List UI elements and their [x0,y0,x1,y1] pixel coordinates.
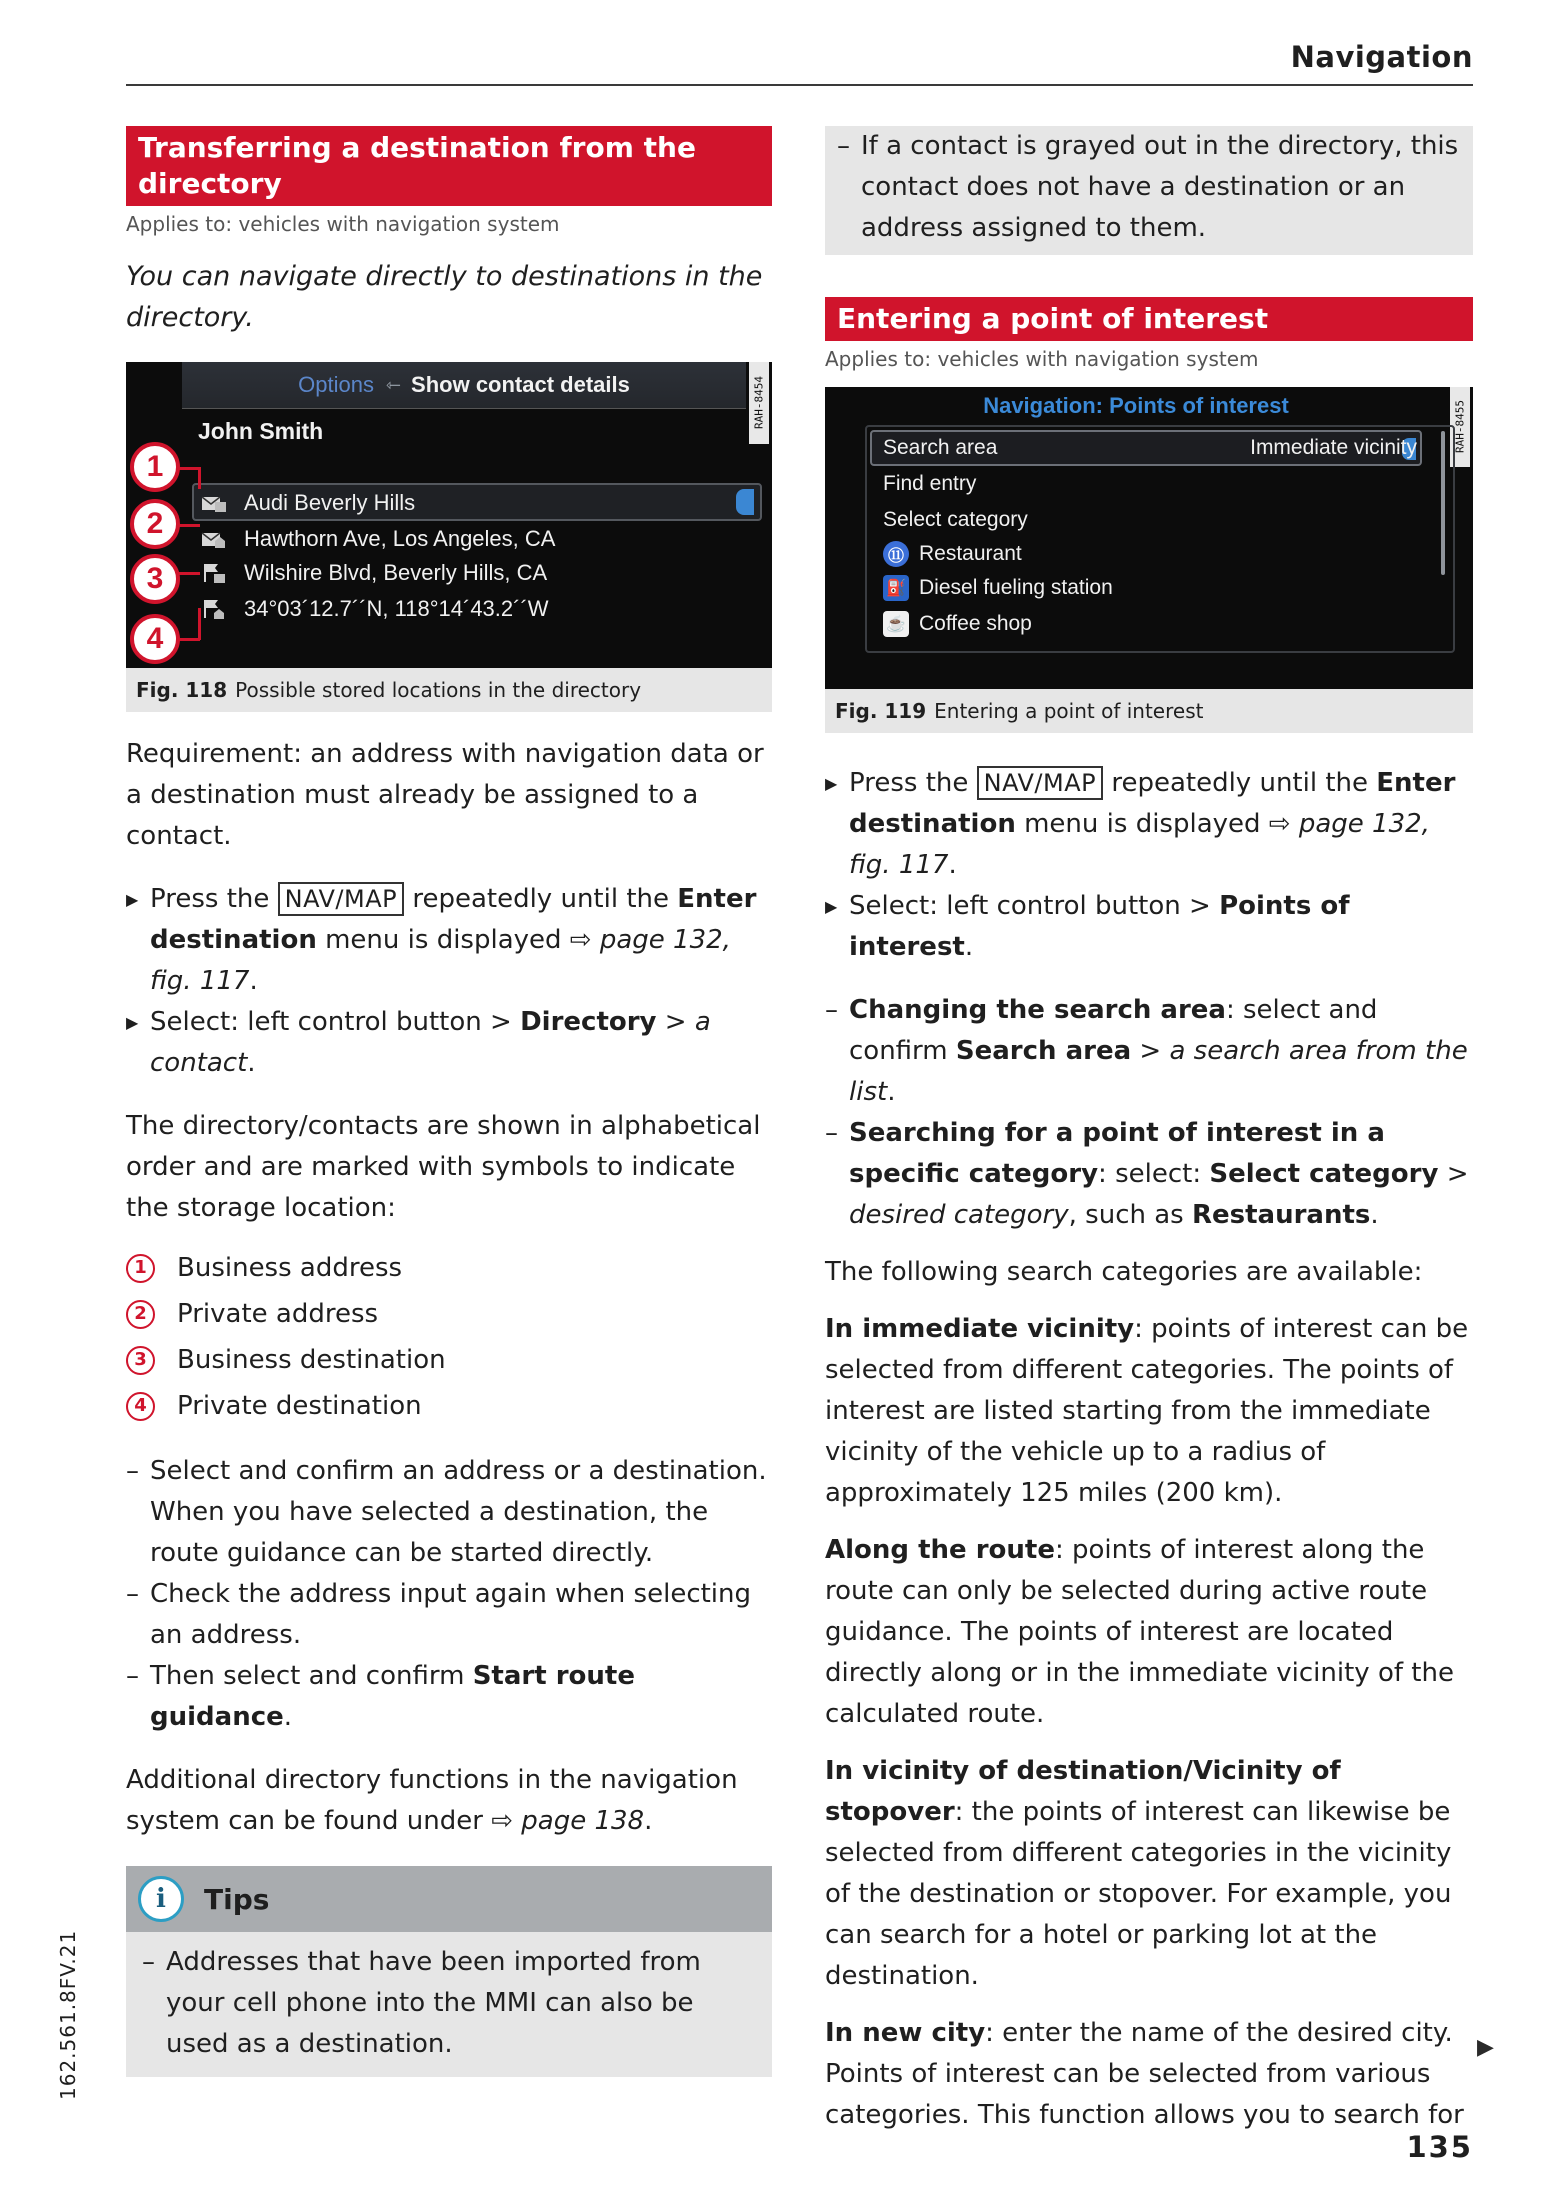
step-text: . [964,932,974,962]
dash-mark: – [825,995,838,1025]
dash-mark: – [142,1947,155,1977]
step-select-directory [126,1002,772,1084]
dash-text: > [1446,1159,1469,1189]
callout-leader [198,608,201,640]
legend-label: Private destination [177,1391,422,1421]
running-head: Navigation [1290,40,1473,74]
menu-label: Search area [883,436,998,459]
callout-4: 4 [130,614,180,664]
menu-value: Immediate vicinity [1250,436,1417,459]
dash-mark: – [126,1456,139,1486]
paragraph-new-city [825,2013,1473,2136]
dash-italic: desired category [849,1200,1069,1230]
step-triangle-icon: ▶ [825,774,838,793]
callout-2: 2 [130,499,180,549]
poi-menu-list [865,425,1455,653]
menu-item-select-category[interactable] [883,503,1443,537]
figure-caption [825,689,1473,733]
page-reference-link[interactable]: ⇨ page 132, fig. 117 [849,809,1430,880]
entry-label: 34°03´12.7´´N, 118°14´43.2´´W [244,595,549,621]
menu-label: Coffee shop [919,612,1032,635]
dash-bold: Changing the search area [849,995,1226,1025]
legend-label: Business destination [177,1345,446,1375]
paragraph-destination-vicinity [825,1751,1473,1997]
header-rule [126,84,1473,86]
caption-text: Possible stored locations in the directory [235,678,642,702]
step-text: menu is displayed [1024,809,1261,839]
paragraph-immediate-vicinity [825,1309,1473,1514]
applies-note: Applies to: vehicles with navigation system [825,347,1259,371]
dash-text: > [1139,1036,1162,1066]
dash-mark: – [126,1661,139,1691]
tips-header [126,1866,772,1932]
page-reference-link[interactable]: ⇨ page 132, fig. 117 [150,925,731,996]
dash-text: : select: [1098,1159,1202,1189]
legend-number: 2 [126,1300,155,1329]
figure-caption [126,668,772,712]
tips-item [142,1942,756,2065]
step-select-poi [825,886,1473,968]
menu-label: Find entry [883,472,977,495]
lead-text: You can navigate directly to destinations in the directory. [126,261,763,333]
figure-119 [825,387,1473,733]
step-triangle-icon: ▶ [126,890,139,909]
dash-bold: Searching for a point of interest in a specific category [849,1118,1385,1189]
tips-text: Addresses that have been imported from your cell phone into the MMI can also be used as a destination. [166,1947,701,2059]
dash-mark: – [837,131,850,161]
requirement-text: Requirement: an address with navigation data or a destination must already be assigned to a contact. [126,739,764,851]
callout-leader [178,638,200,641]
paragraph-text: : enter the name of the desired city. Points of interest can be selected from various categories. This function allows you to search for [825,2018,1464,2130]
menu-label: Restaurant [919,542,1022,565]
step-bold: Enter destination [150,884,757,955]
entry-label: Wilshire Blvd, Beverly Hills, CA [244,559,548,585]
arrow-icon: ⇽ [385,374,402,395]
mmi-screen-poi [825,387,1473,689]
step-press-navmap [126,879,772,1002]
step-text: Select: left control button > [150,1007,512,1037]
legend-number: 1 [126,1254,155,1283]
dash-mark: – [126,1579,139,1609]
step-press-navmap [825,763,1473,886]
step-text: repeatedly until the [1111,768,1368,798]
menu-item-diesel-station[interactable] [883,571,1443,605]
business-address-icon [200,492,228,514]
paragraph-text: : points of interest along the route can only be selected during active route guidance. The points of interest are located directly along or in the immediate vicinity of the calculated route. [825,1535,1454,1729]
step-text: Select: left control button > [849,891,1211,921]
legend-item [126,1245,772,1291]
callout-leader [178,467,200,470]
step-bold: Points of interest [849,891,1350,962]
dash-text: Check the address input again when selecting an address. [150,1579,752,1650]
step-text: Press the [849,768,969,798]
dash-item [126,1574,772,1656]
step-text: . [948,850,957,880]
menu-label: Select category [883,508,1028,531]
continue-arrow-icon: ▶ [1477,2035,1494,2060]
caption-text: Entering a point of interest [934,699,1204,723]
step-text: Press the [150,884,270,914]
directory-entry[interactable] [200,486,415,519]
dash-item [126,1451,772,1574]
dash-bold: Start route guidance [150,1661,635,1732]
legend-item [126,1291,772,1337]
info-icon: i [138,1876,184,1922]
page-reference-link[interactable]: ⇨ page 138 [491,1806,645,1836]
dash-text: , such as [1068,1200,1184,1230]
grayed-contact-note [825,126,1473,255]
tips-body [126,1932,772,2077]
step-text: repeatedly until the [412,884,669,914]
directory-paragraph: The directory/contacts are shown in alphabetical order and are marked with symbols to indicate the storage location: [126,1111,761,1223]
tips-title: Tips [204,1882,270,1916]
dash-text: . [887,1077,896,1107]
callout-leader [178,572,200,575]
legend-number: 4 [126,1392,155,1421]
dash-mark: – [825,1118,838,1148]
dash-item [126,1656,772,1738]
directory-entry[interactable] [200,556,547,589]
dash-item [825,990,1473,1113]
directory-entry[interactable] [200,522,555,555]
right-column [825,126,1473,2136]
directory-entry[interactable] [200,592,549,625]
dash-text: : select and confirm [849,995,1378,1066]
step-italic: a contact [150,1007,711,1078]
document-code: 162.561.8FV.21 [56,1929,80,2100]
paragraph-bold: In vicinity of destination/Vicinity of stopover [825,1756,1341,1827]
navmap-key: NAV/MAP [278,882,404,916]
legend-label: Business address [177,1253,403,1283]
mmi-screen-directory [126,362,772,668]
section-title-poi: Entering a point of interest [825,297,1473,341]
options-label: Options [298,372,374,397]
menu-label: Diesel fueling station [919,576,1113,599]
tips-box [126,1866,772,2077]
dash-bold: Search area [955,1036,1132,1066]
dash-text: Select and confirm an address or a destination. When you have selected a destination, the route guidance can be started directly. [150,1456,767,1568]
left-column [126,126,772,2077]
paragraph-bold: Along the route [825,1535,1055,1565]
dash-bold: Select category [1209,1159,1439,1189]
paragraph-bold: In new city [825,2018,986,2048]
step-bold: Enter destination [849,768,1456,839]
step-text: > [664,1007,687,1037]
restaurant-icon: ⑪ [883,541,909,567]
figure-label: Fig. 119 [835,699,927,723]
callout-leader [178,524,200,527]
callout-1: 1 [130,442,180,492]
step-text: . [247,1048,256,1078]
menu-item-search-area[interactable] [883,431,1443,465]
note-text: If a contact is grayed out in the directory, this contact does not have a destination or an address assigned to them. [861,131,1459,243]
applies-note: Applies to: vehicles with navigation system [126,212,560,236]
step-text: menu is displayed [325,925,562,955]
paragraph-text: Additional directory functions in the navigation system can be found under [126,1765,738,1836]
figure-118 [126,362,772,712]
callout-leader [198,467,201,489]
dash-bold: Restaurants [1191,1200,1371,1230]
show-contact-label: Show contact details [411,372,630,397]
categories-intro: The following search categories are available: [825,1257,1423,1287]
paragraph-text: : the points of interest can likewise be selected from different categories in the vicinity of the destination or stopover. For example, you can search for a hotel or parking lot at the destination. [825,1797,1452,1991]
contact-name: John Smith [198,418,324,444]
paragraph-bold: In immediate vicinity [825,1314,1135,1344]
paragraph-along-route [825,1530,1473,1735]
coffee-cup-icon: ☕ [883,611,909,637]
dash-text: . [283,1702,293,1732]
step-triangle-icon: ▶ [126,1013,139,1032]
business-destination-icon [200,562,228,584]
legend-number: 3 [126,1346,155,1375]
paragraph-text: : points of interest can be selected from different categories. The points of interest are listed starting from the immediate vicinity of the vehicle up to a radius of approximately 125 miles (200 km). [825,1314,1469,1508]
control-knob-indicator [736,489,754,515]
dash-text: Then select and confirm [150,1661,465,1691]
note-item [837,126,1461,249]
screen-title: Navigation: Points of interest [983,393,1289,418]
dash-italic: a search area from the list [849,1036,1468,1107]
symbol-legend [126,1245,772,1429]
step-bold: Directory [520,1007,657,1037]
additional-functions-paragraph [126,1760,772,1842]
fuel-station-icon: ⛽ [883,575,909,601]
callout-3: 3 [130,554,180,604]
section-title-directory: Transferring a destination from the directory [126,126,772,206]
entry-label: Audi Beverly Hills [244,489,416,515]
menu-item-restaurant[interactable] [883,537,1443,571]
step-triangle-icon: ▶ [825,897,838,916]
navmap-key: NAV/MAP [977,766,1103,800]
paragraph-text: . [644,1806,653,1836]
private-destination-icon [200,598,228,620]
entry-label: Hawthorn Ave, Los Angeles, CA [244,525,556,551]
dash-item [825,1113,1473,1236]
step-text: . [249,966,258,996]
menu-item-coffee-shop[interactable] [883,607,1443,641]
screen-header [182,362,746,409]
figure-code: RAH-8454 [749,362,769,444]
legend-item [126,1383,772,1429]
legend-item [126,1337,772,1383]
private-address-icon [200,528,228,550]
figure-code: RAH-8455 [1450,387,1470,467]
legend-label: Private address [177,1299,379,1329]
page-number: 135 [1406,2130,1473,2164]
dash-text: . [1370,1200,1379,1230]
menu-item-find-entry[interactable] [883,467,1443,501]
figure-label: Fig. 118 [136,678,228,702]
